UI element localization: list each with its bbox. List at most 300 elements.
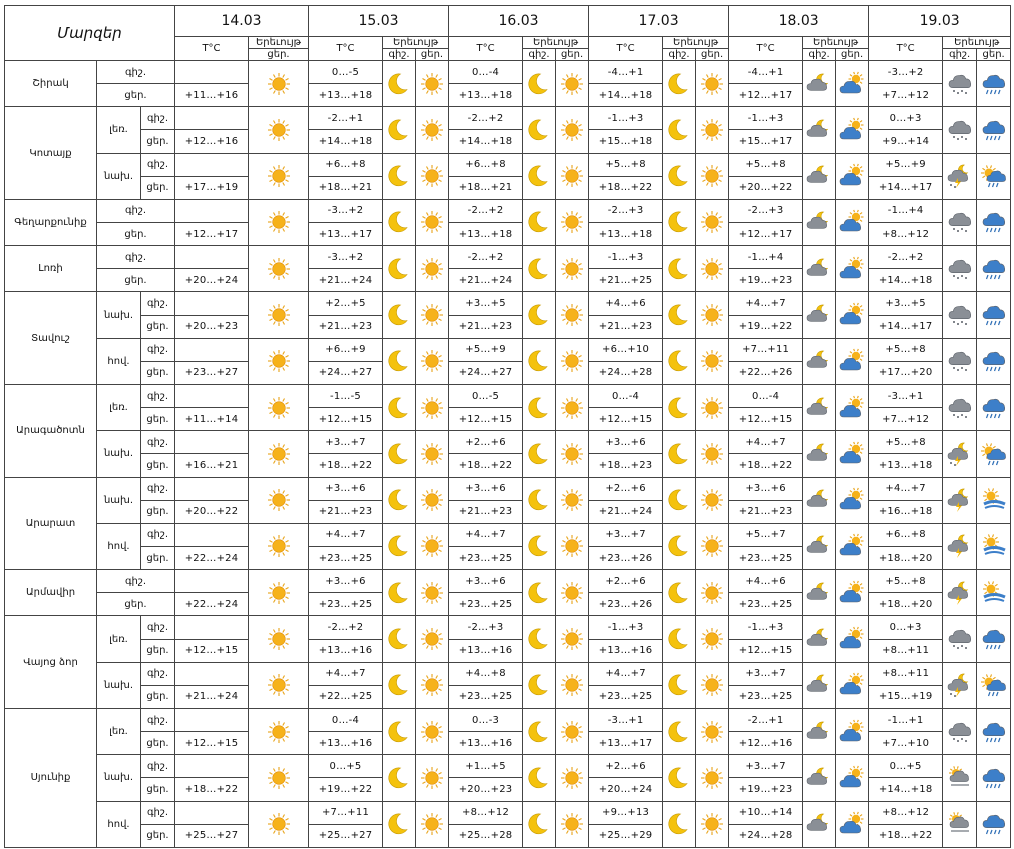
- night-temp: +3…+6: [589, 431, 663, 454]
- night-label: գիշ.: [141, 292, 175, 315]
- day-temp: +15…+18: [589, 130, 663, 153]
- day-temp: +8…+11: [869, 639, 943, 662]
- day-temp: +7…+12: [869, 84, 943, 107]
- sun-icon: [416, 801, 449, 848]
- sun-icon: [249, 477, 309, 523]
- day-temp: +15…+19: [869, 685, 943, 708]
- cloud-snow-icon: [943, 338, 977, 384]
- cloud-moon-lightning-icon: [943, 570, 977, 616]
- cloud-rain-icon: [977, 338, 1011, 384]
- night-temp: +4…+7: [449, 523, 523, 546]
- night-temp: +3…+7: [309, 431, 383, 454]
- day-label: ցեր.: [141, 408, 175, 431]
- crescent-moon-icon: [383, 477, 416, 523]
- day-temp: +21…+24: [449, 269, 523, 292]
- temp-header: T°C: [589, 37, 663, 61]
- night-temp: +3…+7: [729, 755, 803, 778]
- cloud-sun-rain-icon: [977, 662, 1011, 708]
- day-temp: +22…+26: [729, 361, 803, 384]
- crescent-moon-icon: [663, 246, 696, 292]
- night-temp: +4…+7: [729, 431, 803, 454]
- night-header: գիշ.: [803, 49, 836, 61]
- sun-icon: [556, 570, 589, 616]
- day-temp: +13…+16: [449, 732, 523, 755]
- subregion-name: նախ.: [97, 153, 141, 199]
- cloud-moon-lightning-icon: [943, 523, 977, 569]
- night-temp: [175, 570, 249, 593]
- sun-icon: [696, 199, 729, 245]
- day-temp: +13…+17: [589, 732, 663, 755]
- day-header: ցեր.: [836, 49, 869, 61]
- night-temp: [175, 246, 249, 269]
- sun-icon: [556, 708, 589, 754]
- date-header: 17.03: [589, 6, 729, 37]
- night-temp: +2…+6: [589, 755, 663, 778]
- cloud-moon-icon: [803, 107, 836, 153]
- crescent-moon-icon: [523, 801, 556, 848]
- crescent-moon-icon: [523, 662, 556, 708]
- day-temp: +25…+29: [589, 824, 663, 847]
- cloud-rain-icon: [977, 292, 1011, 338]
- night-temp: -2…+2: [869, 246, 943, 269]
- cloud-sun-fog-icon: [943, 755, 977, 801]
- crescent-moon-icon: [663, 384, 696, 430]
- sun-icon: [416, 384, 449, 430]
- night-temp: +4…+7: [309, 523, 383, 546]
- cloud-moon-icon: [803, 755, 836, 801]
- day-label: ցեր.: [141, 315, 175, 338]
- night-temp: +5…+8: [869, 431, 943, 454]
- day-temp: +18…+21: [309, 176, 383, 199]
- subregion-name: լեռ.: [97, 107, 141, 153]
- sun-icon: [556, 61, 589, 107]
- night-label: գիշ.: [141, 801, 175, 824]
- subregion-name: լեռ.: [97, 708, 141, 754]
- sun-icon: [416, 107, 449, 153]
- sun-icon: [696, 662, 729, 708]
- day-temp: +24…+28: [589, 361, 663, 384]
- date-header: 15.03: [309, 6, 449, 37]
- day-temp: +18…+22: [729, 454, 803, 477]
- sun-icon: [696, 292, 729, 338]
- table-row: [5, 477, 1011, 500]
- night-temp: +5…+8: [589, 153, 663, 176]
- crescent-moon-icon: [383, 153, 416, 199]
- crescent-moon-icon: [663, 801, 696, 848]
- date-header: 16.03: [449, 6, 589, 37]
- day-temp: +20…+22: [175, 500, 249, 523]
- night-temp: -2…+2: [449, 246, 523, 269]
- day-temp: +14…+17: [869, 176, 943, 199]
- night-temp: +8…+11: [869, 662, 943, 685]
- cloud-moon-icon: [803, 570, 836, 616]
- day-temp: +17…+19: [175, 176, 249, 199]
- sun-icon: [416, 616, 449, 662]
- night-temp: -1…+3: [729, 616, 803, 639]
- region-name: Վայոց ձոր: [5, 616, 97, 709]
- night-label: գիշ.: [141, 477, 175, 500]
- day-temp: +12…+15: [729, 639, 803, 662]
- region-name: Արարատ: [5, 477, 97, 570]
- day-label: ցեր.: [141, 732, 175, 755]
- day-label: ցեր.: [141, 176, 175, 199]
- day-temp: +21…+24: [175, 685, 249, 708]
- sun-icon: [249, 246, 309, 292]
- day-label: ցեր.: [141, 778, 175, 801]
- sun-icon: [249, 107, 309, 153]
- cloud-rain-icon: [977, 384, 1011, 430]
- regions-header: Մարզեր: [5, 6, 175, 61]
- day-temp: +13…+16: [449, 639, 523, 662]
- night-temp: +5…+8: [869, 570, 943, 593]
- night-temp: -2…+1: [729, 708, 803, 731]
- cloud-sun-thunder-icon: [977, 477, 1011, 523]
- crescent-moon-icon: [523, 708, 556, 754]
- day-temp: +19…+23: [729, 778, 803, 801]
- night-temp: -2…+2: [309, 616, 383, 639]
- crescent-moon-icon: [663, 570, 696, 616]
- sun-icon: [416, 477, 449, 523]
- day-temp: +23…+25: [449, 685, 523, 708]
- night-temp: +10…+14: [729, 801, 803, 824]
- day-temp: +24…+27: [309, 361, 383, 384]
- day-temp: +12…+15: [175, 639, 249, 662]
- day-temp: +25…+27: [309, 824, 383, 847]
- night-temp: +6…+8: [449, 153, 523, 176]
- table-row: [5, 107, 1011, 130]
- table-row: [5, 708, 1011, 731]
- sun-icon: [556, 246, 589, 292]
- day-temp: +18…+20: [869, 546, 943, 569]
- table-row: [5, 153, 1011, 176]
- phenomenon-header: Երեւույթ: [803, 37, 869, 49]
- night-temp: [175, 199, 249, 222]
- sun-icon: [696, 153, 729, 199]
- night-temp: +4…+7: [309, 662, 383, 685]
- night-temp: -3…+2: [309, 199, 383, 222]
- day-temp: +14…+18: [869, 269, 943, 292]
- crescent-moon-icon: [383, 246, 416, 292]
- crescent-moon-icon: [523, 384, 556, 430]
- cloud-snow-icon: [943, 616, 977, 662]
- night-temp: -1…+3: [589, 246, 663, 269]
- day-temp: +11…+16: [175, 84, 249, 107]
- night-temp: +4…+7: [869, 477, 943, 500]
- cloud-sun-icon: [836, 292, 869, 338]
- day-temp: +18…+22: [449, 454, 523, 477]
- night-temp: 0…+5: [869, 755, 943, 778]
- day-temp: +21…+23: [589, 315, 663, 338]
- night-temp: 0…-5: [309, 61, 383, 84]
- night-temp: +1…+5: [449, 755, 523, 778]
- day-temp: +11…+14: [175, 408, 249, 431]
- day-label: ցեր.: [97, 84, 175, 107]
- night-temp: -1…+4: [729, 246, 803, 269]
- crescent-moon-icon: [663, 662, 696, 708]
- day-temp: +16…+18: [869, 500, 943, 523]
- table-row: [5, 246, 1011, 269]
- table-row: [5, 523, 1011, 546]
- cloud-sun-icon: [836, 523, 869, 569]
- sun-icon: [416, 246, 449, 292]
- day-temp: +15…+17: [729, 130, 803, 153]
- day-temp: +13…+17: [309, 222, 383, 245]
- sun-icon: [556, 292, 589, 338]
- cloud-sun-icon: [836, 431, 869, 477]
- day-temp: +13…+16: [589, 639, 663, 662]
- sun-icon: [249, 338, 309, 384]
- night-temp: -1…-5: [309, 384, 383, 407]
- night-temp: 0…-5: [449, 384, 523, 407]
- night-temp: [175, 107, 249, 130]
- night-temp: +5…+9: [869, 153, 943, 176]
- table-row: [5, 292, 1011, 315]
- night-temp: +4…+6: [589, 292, 663, 315]
- night-temp: +2…+6: [589, 477, 663, 500]
- night-temp: +3…+6: [729, 477, 803, 500]
- crescent-moon-icon: [523, 477, 556, 523]
- day-temp: +18…+20: [869, 593, 943, 616]
- night-temp: +5…+9: [449, 338, 523, 361]
- night-temp: [175, 662, 249, 685]
- sun-icon: [416, 755, 449, 801]
- crescent-moon-icon: [383, 662, 416, 708]
- table-row: [5, 662, 1011, 685]
- day-temp: +23…+27: [175, 361, 249, 384]
- cloud-sun-icon: [836, 153, 869, 199]
- table-row: [5, 755, 1011, 778]
- day-temp: +18…+22: [309, 454, 383, 477]
- sun-icon: [416, 153, 449, 199]
- sun-icon: [556, 523, 589, 569]
- cloud-snow-icon: [943, 708, 977, 754]
- day-label: ցեր.: [141, 361, 175, 384]
- day-temp: +14…+18: [309, 130, 383, 153]
- day-temp: +23…+26: [589, 546, 663, 569]
- crescent-moon-icon: [663, 61, 696, 107]
- day-temp: +12…+17: [729, 222, 803, 245]
- night-temp: [175, 384, 249, 407]
- crescent-moon-icon: [663, 292, 696, 338]
- night-temp: +5…+8: [869, 338, 943, 361]
- date-header: 18.03: [729, 6, 869, 37]
- day-temp: +21…+23: [309, 500, 383, 523]
- night-temp: -4…+1: [729, 61, 803, 84]
- cloud-sun-icon: [836, 107, 869, 153]
- temp-header: T°C: [729, 37, 803, 61]
- day-temp: +21…+24: [309, 269, 383, 292]
- day-temp: +20…+23: [449, 778, 523, 801]
- day-temp: +24…+27: [449, 361, 523, 384]
- day-temp: +13…+16: [309, 732, 383, 755]
- sun-icon: [556, 338, 589, 384]
- day-temp: +20…+22: [729, 176, 803, 199]
- sun-icon: [249, 292, 309, 338]
- cloud-moon-icon: [803, 61, 836, 107]
- crescent-moon-icon: [383, 523, 416, 569]
- night-temp: +6…+8: [309, 153, 383, 176]
- night-temp: -2…+2: [449, 199, 523, 222]
- night-temp: +6…+9: [309, 338, 383, 361]
- temp-header: T°C: [175, 37, 249, 61]
- region-name: Արմավիր: [5, 570, 97, 616]
- sun-icon: [696, 801, 729, 848]
- crescent-moon-icon: [523, 523, 556, 569]
- region-name: Արագածոտն: [5, 384, 97, 477]
- day-temp: +20…+23: [175, 315, 249, 338]
- cloud-moon-icon: [803, 431, 836, 477]
- day-label: ցեր.: [141, 639, 175, 662]
- cloud-moon-icon: [803, 662, 836, 708]
- night-temp: [175, 292, 249, 315]
- crescent-moon-icon: [663, 755, 696, 801]
- cloud-snow-icon: [943, 61, 977, 107]
- crescent-moon-icon: [663, 431, 696, 477]
- night-label: գիշ.: [141, 755, 175, 778]
- day-temp: +21…+25: [589, 269, 663, 292]
- sun-icon: [249, 153, 309, 199]
- day-temp: +7…+10: [869, 732, 943, 755]
- date-header: 19.03: [869, 6, 1011, 37]
- day-label: ցեր.: [141, 685, 175, 708]
- day-temp: +23…+25: [729, 685, 803, 708]
- sun-icon: [249, 616, 309, 662]
- crescent-moon-icon: [523, 61, 556, 107]
- cloud-moon-icon: [803, 708, 836, 754]
- night-temp: +3…+6: [449, 570, 523, 593]
- night-temp: +3…+6: [449, 477, 523, 500]
- table-row: [5, 801, 1011, 824]
- cloud-snow-icon: [943, 246, 977, 292]
- cloud-moon-icon: [803, 523, 836, 569]
- night-label: գիշ.: [141, 662, 175, 685]
- cloud-moon-icon: [803, 616, 836, 662]
- night-temp: +2…+6: [449, 431, 523, 454]
- night-temp: +8…+12: [449, 801, 523, 824]
- night-temp: +2…+6: [589, 570, 663, 593]
- day-temp: +13…+18: [869, 454, 943, 477]
- day-temp: +23…+25: [589, 685, 663, 708]
- night-temp: -3…+2: [869, 61, 943, 84]
- table-row: [5, 199, 1011, 222]
- region-name: Լոռի: [5, 246, 97, 292]
- crescent-moon-icon: [383, 292, 416, 338]
- night-temp: [175, 477, 249, 500]
- day-temp: +12…+17: [729, 84, 803, 107]
- cloud-rain-icon: [977, 755, 1011, 801]
- day-temp: +23…+26: [589, 593, 663, 616]
- night-label: գիշ.: [97, 61, 175, 84]
- day-label: ցեր.: [97, 269, 175, 292]
- day-header: ցեր.: [556, 49, 589, 61]
- night-temp: +6…+10: [589, 338, 663, 361]
- night-temp: +7…+11: [309, 801, 383, 824]
- date-header: 14.03: [175, 6, 309, 37]
- crescent-moon-icon: [663, 199, 696, 245]
- region-name: Սյունիք: [5, 708, 97, 847]
- subregion-name: լեռ.: [97, 384, 141, 430]
- night-header: գիշ.: [663, 49, 696, 61]
- night-label: գիշ.: [141, 523, 175, 546]
- cloud-sun-icon: [836, 338, 869, 384]
- day-temp: +20…+24: [175, 269, 249, 292]
- night-header: գիշ.: [943, 49, 977, 61]
- subregion-name: նախ.: [97, 431, 141, 477]
- day-temp: +24…+28: [729, 824, 803, 847]
- sun-icon: [556, 616, 589, 662]
- night-temp: +3…+5: [869, 292, 943, 315]
- night-temp: [175, 431, 249, 454]
- day-temp: +23…+25: [729, 546, 803, 569]
- night-label: գիշ.: [141, 384, 175, 407]
- night-header: գիշ.: [523, 49, 556, 61]
- night-temp: 0…-3: [449, 708, 523, 731]
- sun-icon: [249, 662, 309, 708]
- day-temp: +12…+16: [175, 130, 249, 153]
- night-temp: 0…-4: [589, 384, 663, 407]
- crescent-moon-icon: [523, 570, 556, 616]
- day-temp: +23…+25: [449, 546, 523, 569]
- day-label: ցեր.: [141, 824, 175, 847]
- table-row: [5, 61, 1011, 84]
- cloud-sun-icon: [836, 708, 869, 754]
- sun-icon: [556, 801, 589, 848]
- sun-icon: [249, 801, 309, 848]
- cloud-moon-storm-icon: [943, 153, 977, 199]
- night-temp: [175, 338, 249, 361]
- sun-icon: [416, 570, 449, 616]
- day-temp: +21…+23: [449, 315, 523, 338]
- day-label: ցեր.: [141, 454, 175, 477]
- cloud-sun-thunder-icon: [977, 570, 1011, 616]
- sun-icon: [249, 523, 309, 569]
- crescent-moon-icon: [663, 708, 696, 754]
- day-temp: +13…+18: [449, 84, 523, 107]
- sun-icon: [249, 199, 309, 245]
- temp-header: T°C: [309, 37, 383, 61]
- sun-icon: [696, 384, 729, 430]
- forecast-table: [4, 5, 1011, 848]
- cloud-sun-icon: [836, 755, 869, 801]
- cloud-moon-icon: [803, 477, 836, 523]
- sun-icon: [556, 199, 589, 245]
- day-temp: +23…+25: [449, 593, 523, 616]
- temp-header: T°C: [869, 37, 943, 61]
- cloud-sun-thunder-icon: [977, 523, 1011, 569]
- cloud-sun-icon: [836, 662, 869, 708]
- day-temp: +8…+12: [869, 222, 943, 245]
- day-temp: +13…+18: [449, 222, 523, 245]
- cloud-rain-icon: [977, 61, 1011, 107]
- cloud-rain-icon: [977, 107, 1011, 153]
- sun-icon: [416, 431, 449, 477]
- crescent-moon-icon: [663, 477, 696, 523]
- night-temp: +6…+8: [869, 523, 943, 546]
- phenomenon-header: Երեւույթ: [523, 37, 589, 49]
- crescent-moon-icon: [663, 107, 696, 153]
- night-temp: -2…+3: [589, 199, 663, 222]
- day-temp: +14…+18: [869, 778, 943, 801]
- crescent-moon-icon: [663, 153, 696, 199]
- night-temp: +3…+5: [449, 292, 523, 315]
- day-temp: +21…+23: [309, 315, 383, 338]
- cloud-moon-icon: [803, 384, 836, 430]
- night-temp: 0…+3: [869, 616, 943, 639]
- night-temp: +4…+8: [449, 662, 523, 685]
- sun-icon: [696, 755, 729, 801]
- crescent-moon-icon: [383, 801, 416, 848]
- sun-icon: [696, 431, 729, 477]
